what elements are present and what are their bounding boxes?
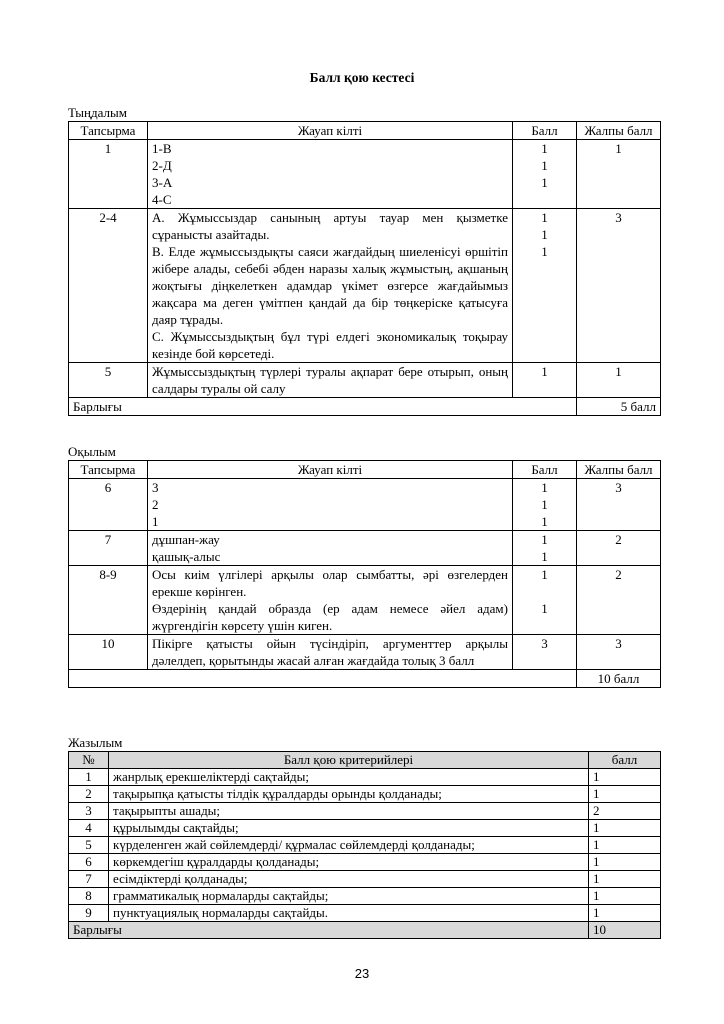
table-footer-row	[69, 922, 661, 939]
criteria-cell: грамматикалық нормаларды сақтайды;	[109, 888, 589, 905]
table-header-row	[69, 752, 661, 769]
key-line: 2	[152, 497, 159, 512]
num-cell: 9	[69, 905, 109, 922]
reading-table	[68, 460, 661, 688]
score-line: 1	[541, 532, 548, 547]
total-cell: 3	[577, 209, 661, 363]
footer-label: Барлығы	[69, 922, 589, 939]
score-line: 1	[541, 480, 548, 495]
score-cell: 1	[589, 820, 661, 837]
criteria-cell: тақырыпты ашады;	[109, 803, 589, 820]
task-cell: 10	[69, 635, 148, 670]
table-row	[69, 566, 661, 635]
table-row	[69, 531, 661, 566]
table-footer-row	[69, 398, 661, 416]
table-row	[69, 854, 661, 871]
table-row	[69, 786, 661, 803]
footer-label: Барлығы	[69, 398, 577, 416]
score-cell	[513, 140, 577, 209]
total-cell: 3	[577, 635, 661, 670]
num-cell: 8	[69, 888, 109, 905]
score-cell: 2	[589, 803, 661, 820]
footer-total: 10 балл	[577, 670, 661, 688]
score-line: 1	[541, 141, 548, 156]
table-row	[69, 140, 661, 209]
criteria-cell: тақырыпқа қатысты тілдік құралдарды орынды қолданады;	[109, 786, 589, 803]
header-score: Балл	[513, 122, 577, 140]
score-line: 1	[541, 227, 548, 242]
score-line: 1	[541, 210, 548, 225]
table-row	[69, 363, 661, 398]
key-line: 1	[152, 514, 159, 529]
num-cell: 1	[69, 769, 109, 786]
header-score: балл	[589, 752, 661, 769]
key-line: қашық-алыс	[152, 549, 221, 564]
table-row	[69, 871, 661, 888]
key-paragraph: Осы киім үлгілері арқылы олар сымбатты, әрі өзгелерден ерекше көрінген.	[152, 567, 508, 599]
header-total: Жалпы балл	[577, 461, 661, 479]
score-line: 1	[541, 601, 548, 616]
section-heading-reading: Оқылым	[68, 444, 116, 459]
page-title: Балл қою кестесі	[309, 70, 415, 85]
key-paragraph: С. Жұмыссыздықтың бұл түрі елдегі экономикалық тоқырау кезінде бой көрсетеді.	[152, 329, 508, 361]
header-criteria: Балл қою критерийлері	[109, 752, 589, 769]
score-cell: 1	[589, 769, 661, 786]
task-cell: 2-4	[69, 209, 148, 363]
header-key: Жауап кілті	[148, 122, 513, 140]
task-cell: 1	[69, 140, 148, 209]
key-cell	[148, 140, 513, 209]
score-cell: 1	[513, 363, 577, 398]
table-row	[69, 635, 661, 670]
score-line: 1	[541, 567, 548, 582]
key-cell: Пікірге қатысты ойын түсіндіріп, аргументтер арқылы дәлелдеп, қорытынды жасай алған жағдайда толық 3 балл	[148, 635, 513, 670]
score-cell	[513, 531, 577, 566]
key-line: 1-В	[152, 141, 172, 156]
score-cell	[513, 209, 577, 363]
score-cell: 3	[513, 635, 577, 670]
score-line: 1	[541, 244, 548, 259]
section-heading-listening: Тыңдалым	[68, 105, 127, 120]
section-heading-writing: Жазылым	[68, 735, 123, 750]
num-cell: 3	[69, 803, 109, 820]
header-score: Балл	[513, 461, 577, 479]
key-line: 2-Д	[152, 158, 172, 173]
score-cell: 1	[589, 871, 661, 888]
criteria-cell: есімдіктерді қолданады;	[109, 871, 589, 888]
score-cell	[513, 479, 577, 531]
task-cell: 8-9	[69, 566, 148, 635]
key-line: 4-С	[152, 192, 172, 207]
table-row	[69, 769, 661, 786]
table-row	[69, 820, 661, 837]
table-row	[69, 479, 661, 531]
key-line: дұшпан-жау	[152, 532, 220, 547]
score-line: 1	[541, 549, 548, 564]
task-cell: 6	[69, 479, 148, 531]
key-line: 3-А	[152, 175, 173, 190]
score-line: 1	[541, 497, 548, 512]
score-line: 1	[541, 158, 548, 173]
score-line: 1	[541, 514, 548, 529]
total-cell: 2	[577, 566, 661, 635]
header-num: №	[69, 752, 109, 769]
score-cell: 1	[589, 854, 661, 871]
criteria-cell: күрделенген жай сөйлемдерді/ құрмалас сөйлемдерді қолданады;	[109, 837, 589, 854]
num-cell: 6	[69, 854, 109, 871]
header-total: Жалпы балл	[577, 122, 661, 140]
header-task: Тапсырма	[69, 122, 148, 140]
key-cell: Жұмыссыздықтың түрлері туралы ақпарат бере отырып, оның салдары туралы ой салу	[148, 363, 513, 398]
table-row	[69, 209, 661, 363]
listening-table	[68, 121, 661, 416]
writing-table	[68, 751, 661, 939]
num-cell: 4	[69, 820, 109, 837]
key-cell	[148, 566, 513, 635]
header-key: Жауап кілті	[148, 461, 513, 479]
num-cell: 7	[69, 871, 109, 888]
score-cell: 1	[589, 786, 661, 803]
criteria-cell: көркемдегіш құралдарды қолданады;	[109, 854, 589, 871]
page-number: 23	[354, 966, 370, 981]
num-cell: 5	[69, 837, 109, 854]
key-paragraph: В. Елде жұмыссыздықты саяси жағдайдың шиеленісуі өршітіп жібере алады, себебі әбден наразы халық жұмыстың, ақшаның жоқтығы діңкелеткен адамдар үкімет өзгерсе жағдайымыз жақсара ма деген үмітпен қандай да бір төңкеріске қатысуға даяр тұрады.	[152, 244, 508, 327]
table-row	[69, 905, 661, 922]
score-cell: 1	[589, 888, 661, 905]
score-line: 1	[541, 175, 548, 190]
score-cell	[513, 566, 577, 635]
footer-empty	[69, 670, 577, 688]
task-cell: 5	[69, 363, 148, 398]
key-paragraph: А. Жұмыссыздар санының артуы тауар мен қызметке сұранысты азайтады.	[152, 210, 508, 242]
footer-total: 10	[589, 922, 661, 939]
key-cell	[148, 209, 513, 363]
key-cell	[148, 479, 513, 531]
table-header-row	[69, 461, 661, 479]
total-cell: 2	[577, 531, 661, 566]
task-cell: 7	[69, 531, 148, 566]
num-cell: 2	[69, 786, 109, 803]
total-cell: 1	[577, 140, 661, 209]
total-cell: 1	[577, 363, 661, 398]
criteria-cell: жанрлық ерекшеліктерді сақтайды;	[109, 769, 589, 786]
score-cell: 1	[589, 905, 661, 922]
table-row	[69, 888, 661, 905]
key-paragraph: Өздерінің қандай образда (ер адам немесе әйел адам) жүргендігін көрсету үшін киген.	[152, 601, 508, 633]
score-cell: 1	[589, 837, 661, 854]
key-line: 3	[152, 480, 159, 495]
table-footer-row	[69, 670, 661, 688]
footer-total: 5 балл	[577, 398, 661, 416]
criteria-cell: құрылымды сақтайды;	[109, 820, 589, 837]
criteria-cell: пунктуациялық нормаларды сақтайды.	[109, 905, 589, 922]
header-task: Тапсырма	[69, 461, 148, 479]
table-row	[69, 803, 661, 820]
key-cell	[148, 531, 513, 566]
table-header-row	[69, 122, 661, 140]
table-row	[69, 837, 661, 854]
total-cell: 3	[577, 479, 661, 531]
